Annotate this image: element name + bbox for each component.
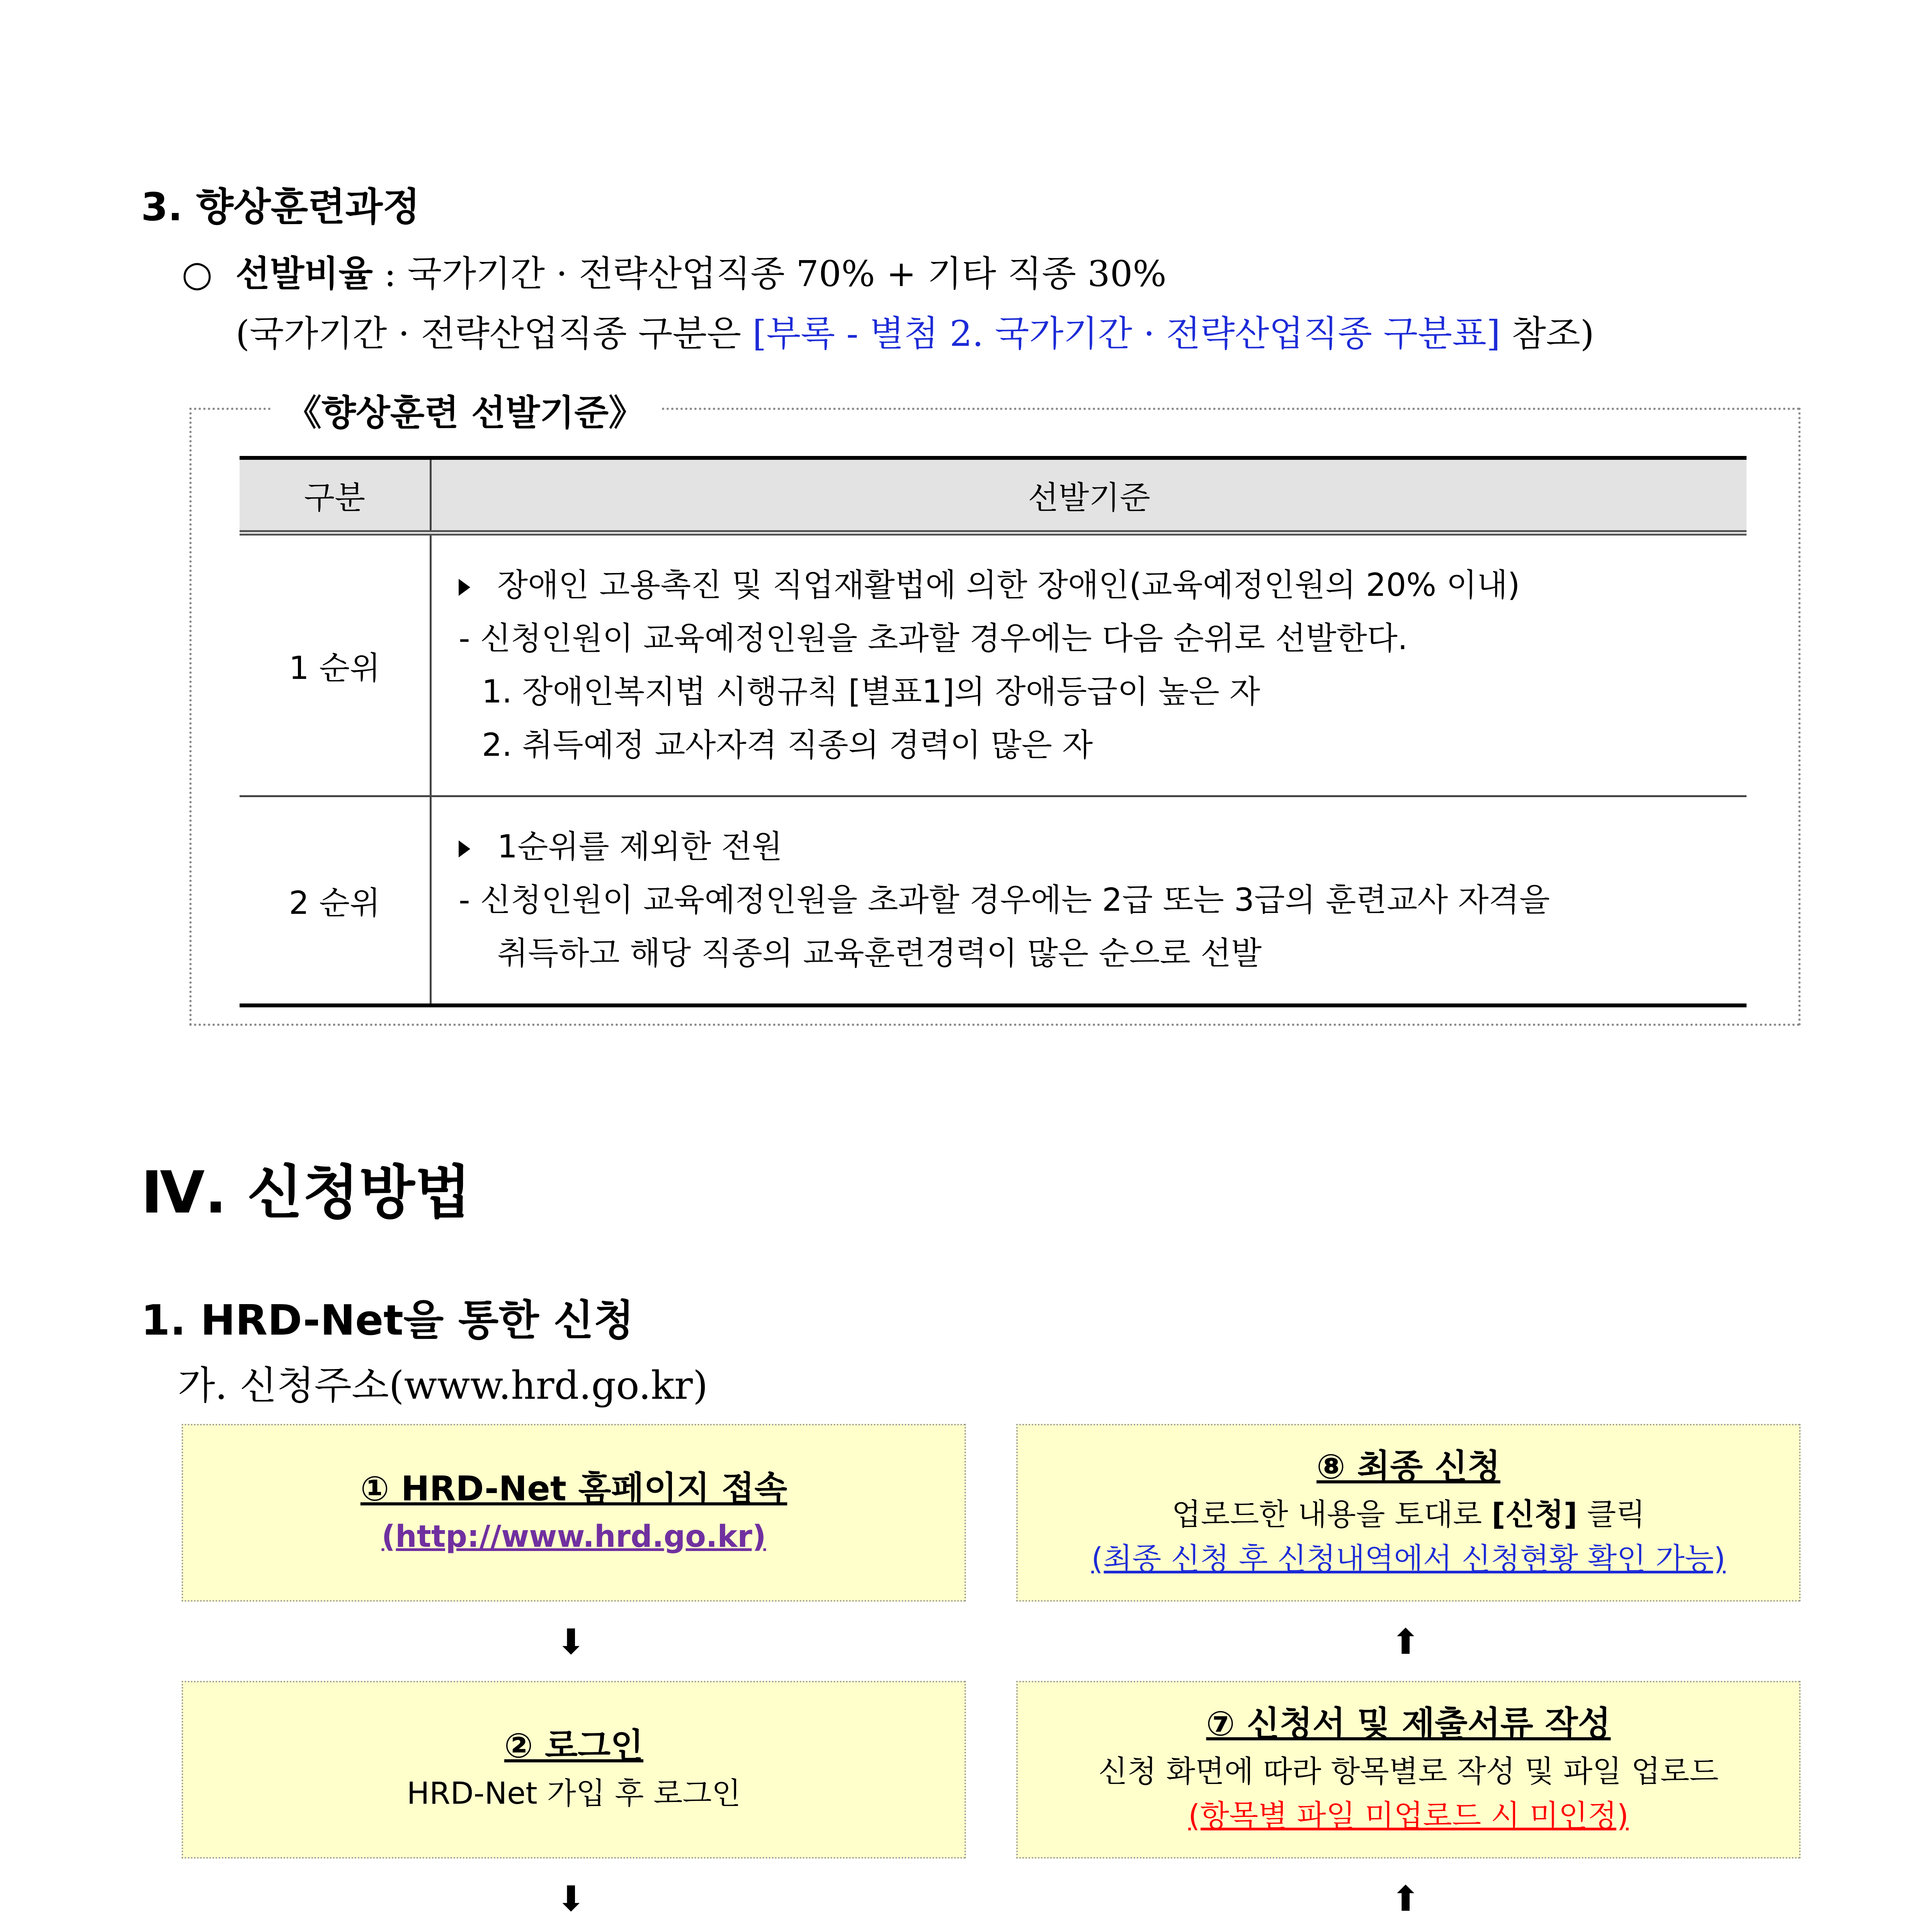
arrow-up-icon: ⬆ xyxy=(1391,1622,1420,1662)
header-category: 구분 xyxy=(240,458,431,533)
chapter-title: Ⅳ. 신청방법 xyxy=(141,1159,471,1226)
table-header-row xyxy=(240,458,1747,533)
rank-cell: 2 순위 xyxy=(240,796,431,1006)
criteria-cell xyxy=(431,533,1747,796)
step-desc: HRD-Net 가입 후 로그인 xyxy=(406,1776,741,1811)
step-warning: (항목별 파일 미업로드 시 미인정) xyxy=(1188,1798,1629,1833)
appendix-link[interactable]: [부록 - 별첨 2. 국가기간 · 전략산업직종 구분표] xyxy=(752,313,1500,354)
criteria-table xyxy=(240,456,1747,1007)
bullet-circle: ○ xyxy=(182,253,213,294)
step-title: ② 로그인 xyxy=(504,1726,644,1765)
step-desc xyxy=(1172,1493,1645,1537)
criteria-cell xyxy=(431,796,1747,1006)
subsection-title: 1. HRD-Net을 통한 신청 xyxy=(141,1296,634,1345)
step-desc: 신청 화면에 따라 항목별로 작성 및 파일 업로드 xyxy=(1098,1754,1719,1789)
flow-step-7 xyxy=(1016,1681,1801,1859)
table-row xyxy=(240,796,1747,1006)
arrow-down-icon: ⬇ xyxy=(556,1879,586,1919)
table-row xyxy=(240,533,1747,796)
selection-ratio xyxy=(182,245,1167,296)
criteria-head-text: 1순위를 제외한 전원 xyxy=(497,828,782,865)
criteria-line: - 신청인원이 교육예정인원을 초과할 경우에는 다음 순위로 선발한다. xyxy=(459,620,1408,657)
criteria-line: 취득하고 해당 직종의 교육훈련경력이 많은 순으로 선발 xyxy=(497,935,1262,972)
criteria-line: 1. 장애인복지법 시행규칙 [별표1]의 장애등급이 높은 자 xyxy=(482,673,1260,710)
note-suffix: 참조) xyxy=(1500,313,1594,354)
arrow-up-icon: ⬆ xyxy=(1391,1879,1420,1919)
ratio-label: 선발비율 xyxy=(235,253,373,294)
criteria-head xyxy=(459,820,1747,874)
homepage-link[interactable]: (http://www.hrd.go.kr) xyxy=(381,1519,766,1554)
apply-label: [신청] xyxy=(1492,1497,1578,1532)
ratio-note xyxy=(236,305,1594,356)
application-address: 가. 신청주소(www.hrd.go.kr) xyxy=(178,1363,708,1408)
step-desc-text: 업로드한 내용을 토대로 xyxy=(1172,1497,1492,1532)
ratio-text: : 국가기간 · 전략산업직종 70% + 기타 직종 30% xyxy=(373,253,1167,294)
flow-step-8 xyxy=(1016,1424,1801,1602)
criteria-line: 2. 취득예정 교사자격 직종의 경력이 많은 자 xyxy=(482,727,1093,764)
criteria-line: - 신청인원이 교육예정인원을 초과할 경우에는 2급 또는 3급의 훈련교사 자격을 xyxy=(459,882,1550,918)
criteria-box-title: 《향상훈련 선발기준》 xyxy=(270,384,660,435)
criteria-head xyxy=(459,559,1747,612)
triangle-bullet-icon xyxy=(459,840,470,857)
step-desc-text: 클릭 xyxy=(1577,1497,1645,1532)
flow-step-1 xyxy=(182,1424,966,1602)
triangle-bullet-icon xyxy=(459,579,470,596)
step-title: ⑧ 최종 신청 xyxy=(1316,1446,1500,1486)
step-note: (최종 신청 후 신청내역에서 신청현황 확인 가능) xyxy=(1091,1541,1726,1577)
arrow-down-icon: ⬇ xyxy=(556,1622,586,1662)
section-title: 3. 향상훈련과정 xyxy=(141,184,420,230)
step-title: ⑦ 신청서 및 제출서류 작성 xyxy=(1206,1703,1611,1743)
note-prefix: (국가기간 · 전략산업직종 구분은 xyxy=(236,313,753,354)
header-criteria: 선발기준 xyxy=(431,458,1747,533)
rank-cell: 1 순위 xyxy=(240,533,431,796)
criteria-head-text: 장애인 고용촉진 및 직업재활법에 의한 장애인(교육예정인원의 20% 이내) xyxy=(497,567,1520,604)
step-title: ① HRD-Net 홈페이지 접속 xyxy=(360,1469,787,1509)
flow-step-2 xyxy=(182,1681,966,1859)
